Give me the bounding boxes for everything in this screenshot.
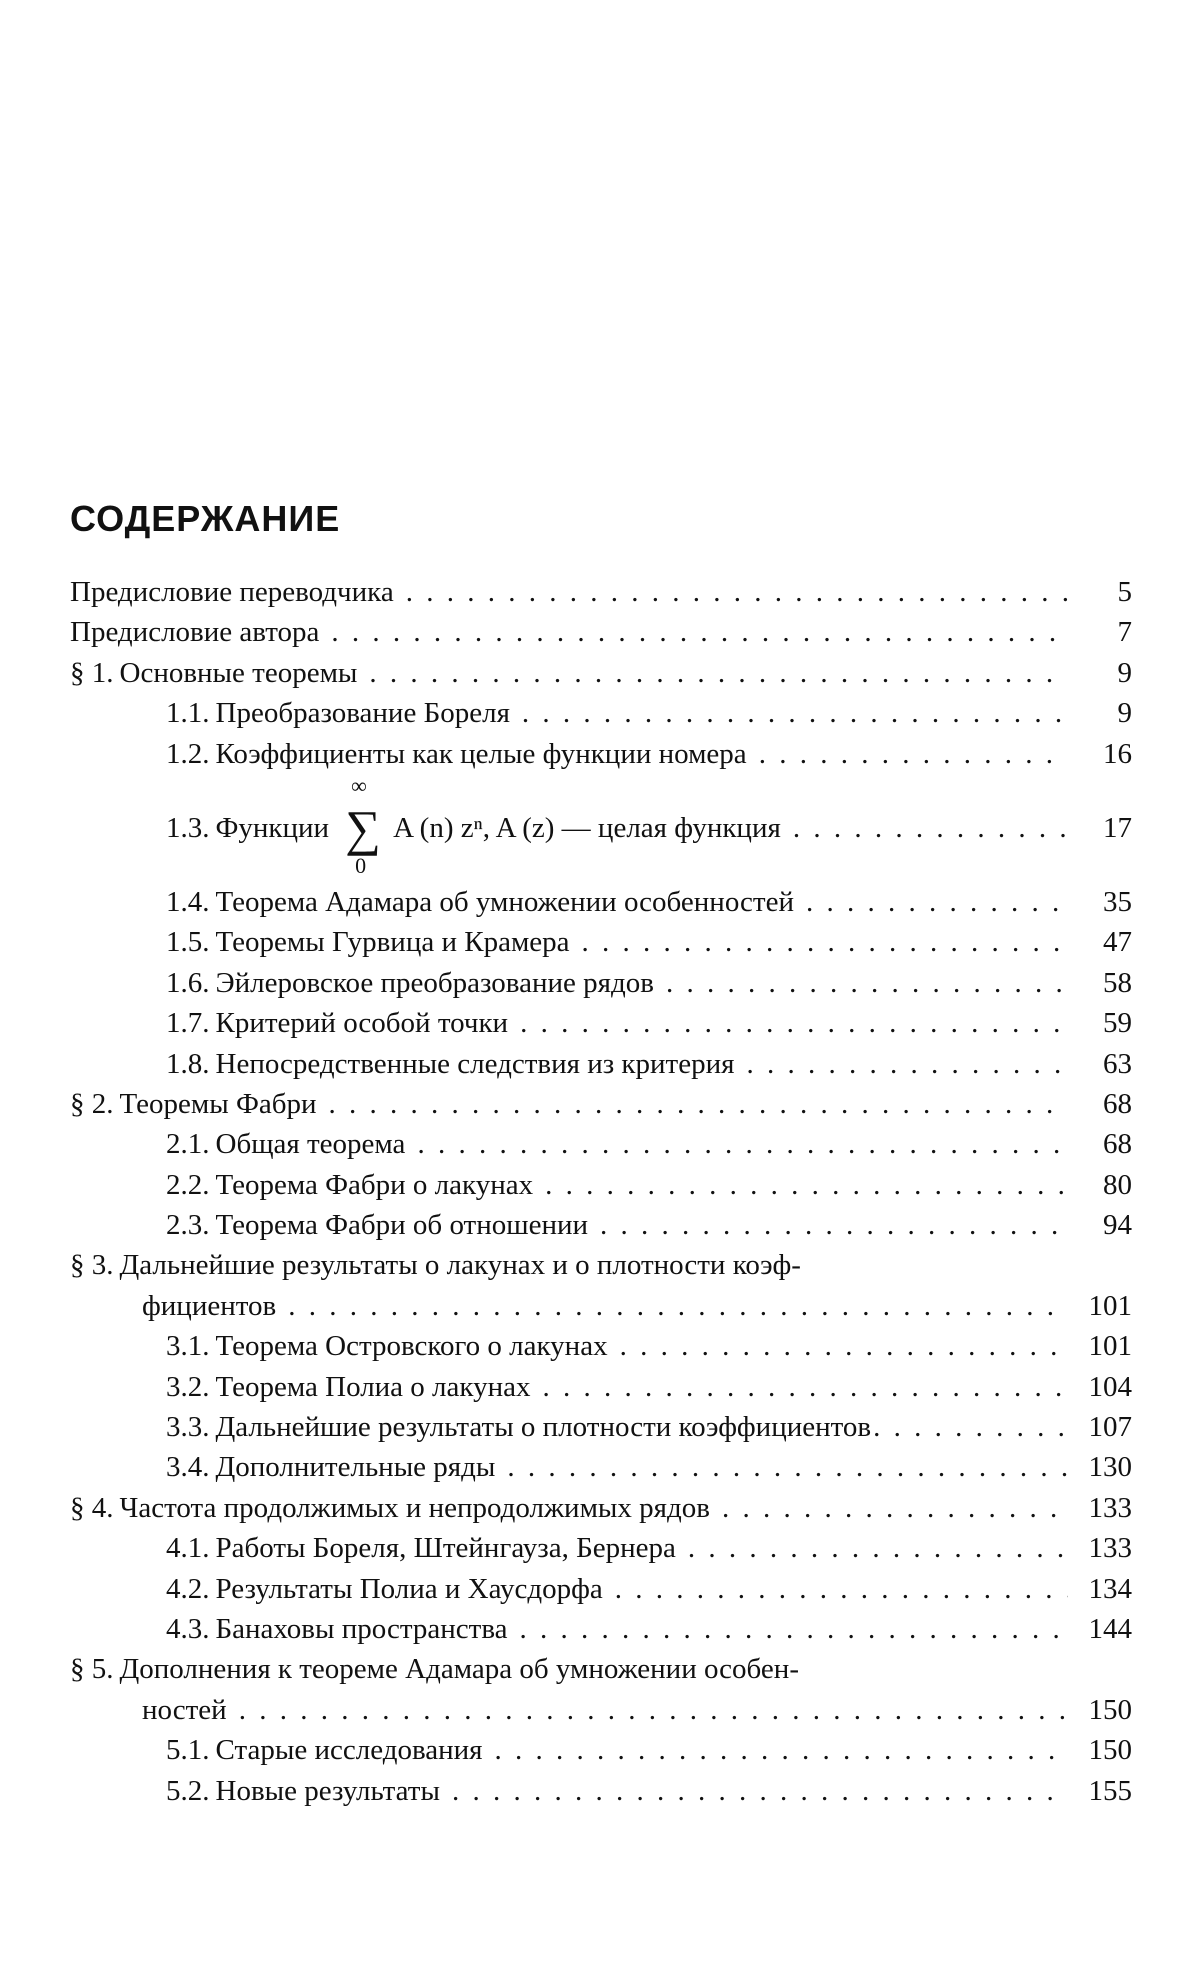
toc-entry-title: Теорема Фабри о лакунах bbox=[215, 1168, 534, 1201]
toc-entry-title: Банаховы пространства bbox=[215, 1612, 508, 1645]
toc-entry-page: 17 bbox=[1103, 811, 1132, 844]
toc-entry-title: Непосредственные следствия из критерия bbox=[215, 1047, 735, 1080]
page bbox=[70, 0, 1132, 1970]
toc-entry[interactable] bbox=[70, 653, 1132, 693]
toc-entry-title: Критерий особой точки bbox=[215, 1007, 509, 1040]
toc-entry[interactable] bbox=[70, 1044, 1132, 1084]
dot-leader bbox=[452, 1771, 1068, 1811]
dot-leader bbox=[759, 734, 1068, 774]
toc-entry[interactable] bbox=[70, 1649, 1132, 1689]
toc-entry-page: 35 bbox=[1103, 885, 1132, 918]
toc-entry-page: 9 bbox=[1117, 656, 1132, 689]
toc-entry-title: Коэффициенты как целые функции номера bbox=[215, 737, 747, 770]
toc-entry-page: 7 bbox=[1117, 616, 1132, 649]
toc-entry-continuation[interactable] bbox=[70, 1690, 1132, 1730]
toc-entry[interactable] bbox=[70, 1326, 1132, 1366]
formula-suffix: A (n) zⁿ, A (z) — целая функция bbox=[393, 811, 781, 844]
toc-entry-number: 1.1. bbox=[166, 697, 210, 730]
dot-leader bbox=[545, 1165, 1068, 1205]
toc-entry[interactable] bbox=[70, 1569, 1132, 1609]
toc-entry-page: 130 bbox=[1088, 1451, 1132, 1484]
dot-leader bbox=[582, 922, 1068, 962]
toc-entry-page: 133 bbox=[1088, 1491, 1132, 1524]
dot-leader bbox=[331, 612, 1068, 652]
toc-entry[interactable] bbox=[70, 1407, 1132, 1447]
toc-entry[interactable] bbox=[70, 1447, 1132, 1487]
toc-entry[interactable] bbox=[70, 1084, 1132, 1124]
toc-entry-continuation[interactable] bbox=[70, 1286, 1132, 1326]
summation-upper-limit: ∞ bbox=[351, 772, 367, 798]
toc-entry-page: 5 bbox=[1117, 576, 1132, 608]
toc-entry-number: § 4. bbox=[70, 1491, 114, 1524]
toc-entry[interactable] bbox=[70, 963, 1132, 1003]
toc-entry[interactable] bbox=[70, 882, 1132, 922]
toc-entry-number: 4.3. bbox=[166, 1612, 210, 1645]
dot-leader bbox=[520, 1003, 1068, 1043]
toc-entry-title: Дополнения к теореме Адамара об умножении особен- bbox=[119, 1653, 799, 1686]
toc-entry[interactable] bbox=[70, 1205, 1132, 1245]
summation-symbol bbox=[341, 772, 385, 878]
toc-entry-number: 1.2. bbox=[166, 737, 210, 770]
dot-leader bbox=[406, 572, 1068, 612]
toc-entry-title: Работы Бореля, Штейнгауза, Бернера bbox=[215, 1532, 676, 1565]
toc-entry-number: 3.1. bbox=[166, 1330, 210, 1363]
dot-leader bbox=[688, 1528, 1068, 1568]
toc-entry-title: Основные теоремы bbox=[119, 656, 358, 689]
toc-entry[interactable] bbox=[70, 1165, 1132, 1205]
toc-entry-title: Теорема Полиа о лакунах bbox=[215, 1370, 531, 1403]
toc-entry-title: Теоремы Фабри bbox=[119, 1087, 317, 1120]
toc-entry[interactable] bbox=[70, 1528, 1132, 1568]
dot-leader bbox=[746, 1044, 1068, 1084]
toc-entry-title: фициентов bbox=[142, 1289, 277, 1322]
toc-entry[interactable] bbox=[70, 1609, 1132, 1649]
toc-entry[interactable] bbox=[70, 922, 1132, 962]
toc-entry-page: 59 bbox=[1103, 1007, 1132, 1040]
toc-entry-title: Дальнейшие результаты о плотности коэффициентов bbox=[215, 1411, 872, 1444]
toc-entry-number: 3.2. bbox=[166, 1370, 210, 1403]
toc-entry[interactable] bbox=[70, 1367, 1132, 1407]
toc-entry[interactable] bbox=[70, 1124, 1132, 1164]
toc-entry-page: 101 bbox=[1088, 1330, 1132, 1363]
toc-entry-title: Предисловие автора bbox=[70, 616, 320, 649]
toc-entry-number: 5.1. bbox=[166, 1734, 210, 1767]
toc-entry-title: Частота продолжимых и непродолжимых рядов bbox=[119, 1491, 710, 1524]
dot-leader bbox=[522, 693, 1068, 733]
dot-leader bbox=[873, 1407, 1078, 1447]
toc-entry-title: Общая теорема bbox=[215, 1128, 406, 1161]
toc-entry-number: 1.5. bbox=[166, 926, 210, 959]
toc-entry-page: 58 bbox=[1103, 966, 1132, 999]
dot-leader bbox=[806, 882, 1068, 922]
toc-entry-page: 68 bbox=[1103, 1087, 1132, 1120]
dot-leader bbox=[793, 774, 1068, 882]
toc-entry-title: Предисловие переводчика bbox=[70, 576, 394, 608]
toc-entry-page: 80 bbox=[1103, 1168, 1132, 1201]
toc-entry[interactable] bbox=[70, 572, 1132, 612]
toc-entry-number: § 5. bbox=[70, 1653, 114, 1686]
toc-entry-number: § 1. bbox=[70, 656, 114, 689]
toc-entry-number: § 2. bbox=[70, 1087, 114, 1120]
toc-entry[interactable] bbox=[70, 1771, 1132, 1811]
sigma-sign: ∑ bbox=[345, 799, 381, 856]
toc-entry[interactable] bbox=[70, 693, 1132, 733]
toc-entry-title: Теорема Фабри об отношении bbox=[215, 1209, 589, 1242]
dot-leader bbox=[600, 1205, 1068, 1245]
toc-entry-number: 2.2. bbox=[166, 1168, 210, 1201]
dot-leader bbox=[666, 963, 1068, 1003]
dot-leader bbox=[288, 1286, 1068, 1326]
toc-entry-page: 150 bbox=[1088, 1693, 1132, 1726]
dot-leader bbox=[722, 1488, 1068, 1528]
toc-entry[interactable] bbox=[70, 1245, 1132, 1285]
dot-leader bbox=[329, 1084, 1069, 1124]
toc-entry-page: 63 bbox=[1103, 1047, 1132, 1080]
toc-entry-number: 3.3. bbox=[166, 1411, 210, 1444]
toc-entry-page: 133 bbox=[1088, 1532, 1132, 1565]
dot-leader bbox=[542, 1367, 1068, 1407]
toc-entry-page: 144 bbox=[1088, 1612, 1132, 1645]
toc-entry-page: 16 bbox=[1103, 737, 1132, 770]
toc-entry-title: Преобразование Бореля bbox=[215, 697, 510, 730]
table-of-contents bbox=[70, 572, 1132, 1811]
toc-entry-number: 4.2. bbox=[166, 1572, 210, 1605]
dot-leader bbox=[495, 1730, 1068, 1770]
toc-entry-page: 155 bbox=[1088, 1774, 1132, 1807]
toc-entry-title: Эйлеровское преобразование рядов bbox=[215, 966, 654, 999]
toc-entry-number: 1.6. bbox=[166, 966, 210, 999]
summation-lower-limit: 0 bbox=[355, 852, 367, 878]
toc-entry-page: 150 bbox=[1088, 1734, 1132, 1767]
toc-entry-number: 2.1. bbox=[166, 1128, 210, 1161]
dot-leader bbox=[507, 1447, 1068, 1487]
toc-entry-page: 9 bbox=[1117, 697, 1132, 730]
toc-entry-page: 134 bbox=[1088, 1572, 1132, 1605]
toc-entry-number: 1.7. bbox=[166, 1007, 210, 1040]
toc-entry[interactable] bbox=[70, 774, 1132, 882]
dot-leader bbox=[369, 653, 1068, 693]
toc-entry-title: ностей bbox=[142, 1693, 227, 1726]
toc-entry-title: Старые исследования bbox=[215, 1734, 483, 1767]
toc-entry-title: Дополнительные ряды bbox=[215, 1451, 496, 1484]
toc-entry[interactable] bbox=[70, 612, 1132, 652]
toc-entry-title: Новые результаты bbox=[215, 1774, 440, 1807]
toc-entry-number: § 3. bbox=[70, 1249, 114, 1282]
contents-heading: СОДЕРЖАНИЕ bbox=[70, 498, 341, 539]
toc-entry-number: 4.1. bbox=[166, 1532, 210, 1565]
toc-entry-number: 3.4. bbox=[166, 1451, 210, 1484]
toc-entry-number: 1.3. bbox=[166, 811, 210, 844]
toc-entry-title: Дальнейшие результаты о лакунах и о плотности коэф- bbox=[119, 1249, 801, 1282]
formula-prefix: Функции bbox=[215, 811, 330, 844]
toc-entry-page: 101 bbox=[1088, 1289, 1132, 1322]
toc-entry[interactable] bbox=[70, 1488, 1132, 1528]
dot-leader bbox=[520, 1609, 1069, 1649]
toc-entry-title: Теорема Островского о лакунах bbox=[215, 1330, 608, 1363]
toc-entry-page: 107 bbox=[1088, 1411, 1132, 1444]
toc-entry-title: Теоремы Гурвица и Крамера bbox=[215, 926, 570, 959]
toc-entry-title: Теорема Адамара об умножении особенностей bbox=[215, 885, 794, 918]
toc-entry-number: 1.4. bbox=[166, 885, 210, 918]
toc-entry-title: Результаты Полиа и Хаусдорфа bbox=[215, 1572, 603, 1605]
toc-entry-number: 2.3. bbox=[166, 1209, 210, 1242]
dot-leader bbox=[417, 1124, 1068, 1164]
dot-leader bbox=[620, 1326, 1068, 1366]
dot-leader bbox=[239, 1690, 1068, 1730]
toc-entry-number: 1.8. bbox=[166, 1047, 210, 1080]
toc-entry-page: 47 bbox=[1103, 926, 1132, 959]
toc-entry[interactable] bbox=[70, 1003, 1132, 1043]
dot-leader bbox=[615, 1569, 1068, 1609]
toc-entry-page: 104 bbox=[1088, 1370, 1132, 1403]
toc-entry-title bbox=[216, 774, 781, 882]
toc-entry-number: 5.2. bbox=[166, 1774, 210, 1807]
toc-entry-page: 68 bbox=[1103, 1128, 1132, 1161]
toc-entry[interactable] bbox=[70, 1730, 1132, 1770]
toc-entry-page: 94 bbox=[1103, 1209, 1132, 1242]
toc-entry[interactable] bbox=[70, 734, 1132, 774]
